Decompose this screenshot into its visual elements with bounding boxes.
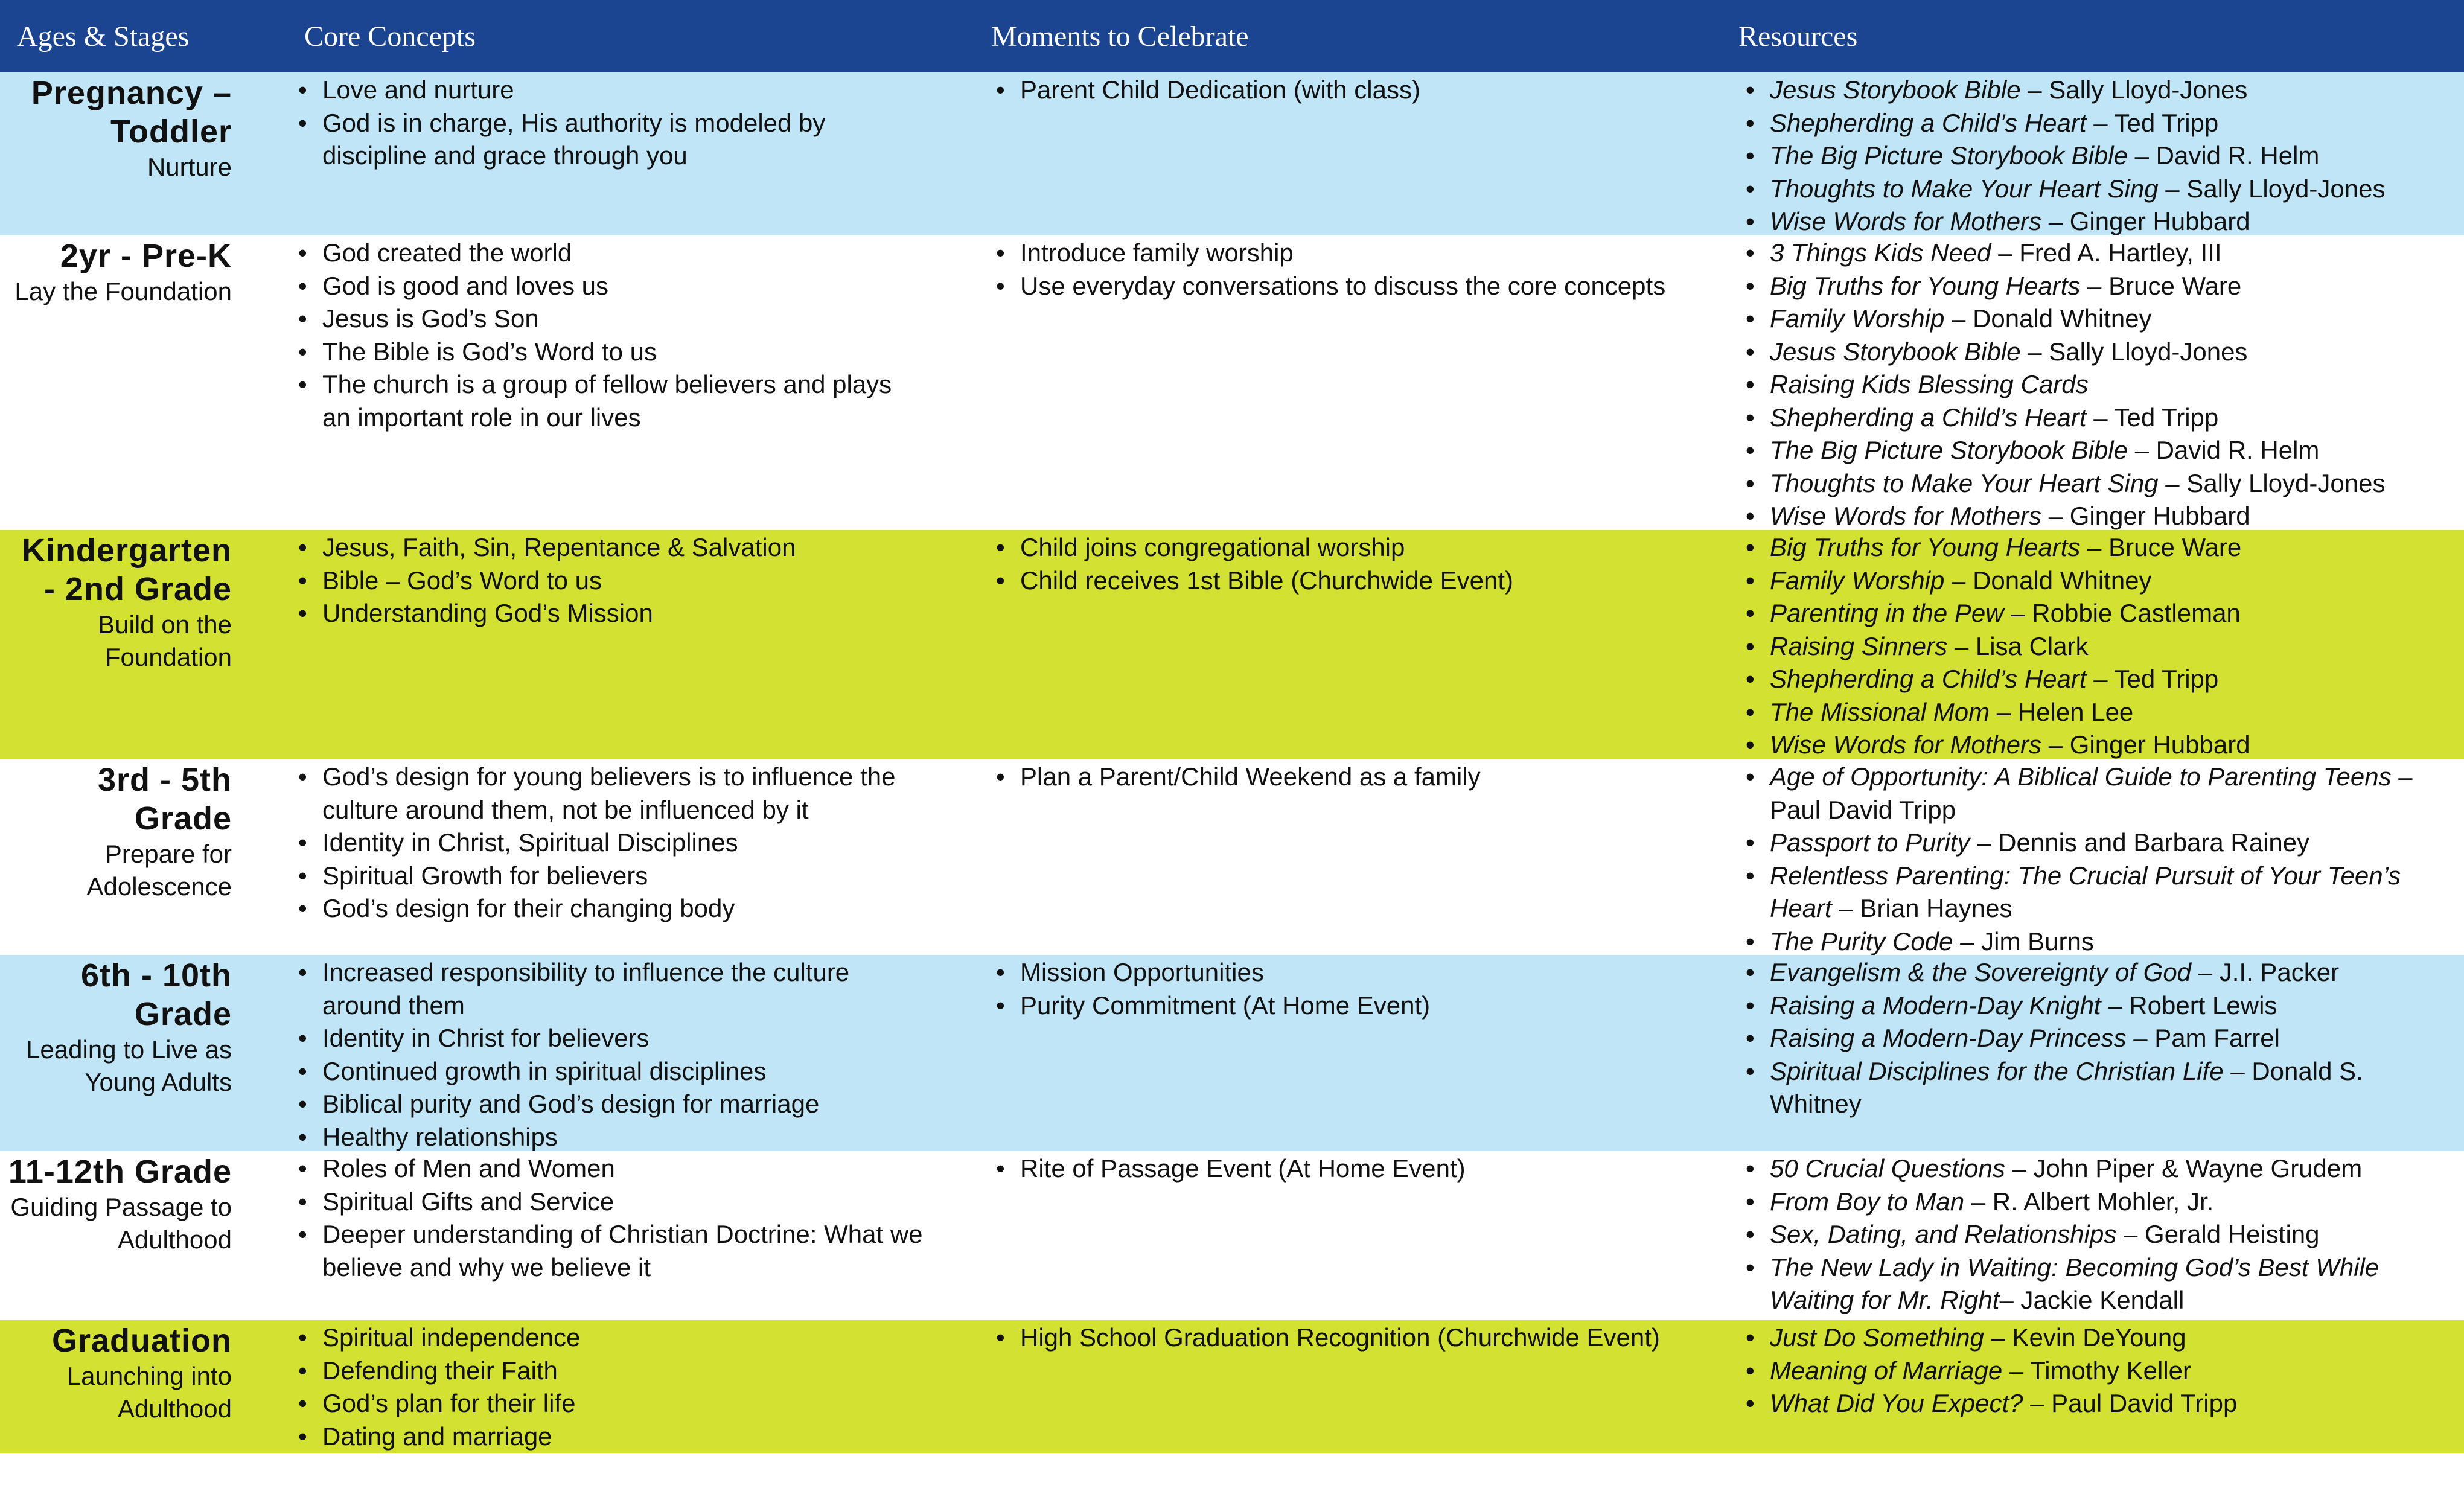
book-title: Family Worship xyxy=(1770,304,1945,333)
list-item: • God’s plan for their life xyxy=(298,1387,924,1420)
resource-item xyxy=(1746,761,2446,826)
moments-cell xyxy=(948,759,1726,955)
book-author: – Fred A. Hartley, III xyxy=(1991,238,2222,267)
concepts-list xyxy=(298,956,924,1151)
book-author: – Lisa Clark xyxy=(1947,631,2089,660)
header-concepts: Core Concepts xyxy=(245,0,948,72)
stage-subtitle: Lay the Foundation xyxy=(14,277,232,305)
book-title: Big Truths for Young Hearts xyxy=(1770,533,2081,561)
book-title: Thoughts to Make Your Heart Sing xyxy=(1770,468,2159,497)
resources-cell xyxy=(1726,955,2464,1151)
stage-subtitle: Build on the Foundation xyxy=(98,610,232,671)
resource-item xyxy=(1746,270,2446,303)
book-title: The Big Picture Storybook Bible xyxy=(1770,141,2128,170)
resources-cell xyxy=(1726,1320,2464,1453)
resources-list xyxy=(1746,74,2446,235)
book-author: – Ginger Hubbard xyxy=(2041,207,2250,235)
book-author: – Paul David Tripp xyxy=(1770,762,2413,824)
list-item: • Mission Opportunities xyxy=(996,956,1702,989)
concepts-cell xyxy=(245,955,948,1151)
list-item: • Child joins congregational worship xyxy=(996,531,1702,564)
resource-item xyxy=(1746,434,2446,467)
resource-item xyxy=(1746,729,2446,759)
resource-item xyxy=(1746,237,2446,270)
book-title: 3 Things Kids Need xyxy=(1770,238,1991,267)
resource-item xyxy=(1746,1055,2446,1121)
concepts-list xyxy=(298,761,924,925)
stage-subtitle: Launching into Adulthood xyxy=(66,1362,232,1423)
book-title: Raising Sinners xyxy=(1770,631,1948,660)
list-item: • Spiritual independence xyxy=(298,1321,924,1355)
book-title: Big Truths for Young Hearts xyxy=(1770,271,2081,300)
concepts-cell xyxy=(245,759,948,955)
book-author: – Dennis and Barbara Rainey xyxy=(1970,828,2310,857)
book-title: Thoughts to Make Your Heart Sing xyxy=(1770,174,2159,203)
header-resources: Resources xyxy=(1726,0,2464,72)
book-title: Sex, Dating, and Relationships xyxy=(1770,1220,2117,1248)
moments-list xyxy=(996,531,1702,597)
list-item: • Parent Child Dedication (with class) xyxy=(996,74,1702,107)
resources-cell xyxy=(1726,72,2464,235)
book-title: Just Do Something xyxy=(1770,1323,1984,1352)
book-title: Relentless Parenting: The Crucial Pursuit of Your Teen’s Heart xyxy=(1770,861,2401,922)
stage-name: 2yr - Pre-K xyxy=(60,238,232,274)
resource-item xyxy=(1746,173,2446,206)
moments-cell xyxy=(948,955,1726,1151)
book-title: What Did You Expect? xyxy=(1770,1389,2023,1417)
concepts-list xyxy=(298,531,924,630)
resource-item xyxy=(1746,107,2446,140)
book-title: The Missional Mom xyxy=(1770,697,1990,726)
resource-item xyxy=(1746,336,2446,369)
list-item: • Jesus, Faith, Sin, Repentance & Salvation xyxy=(298,531,924,564)
book-author: – Ginger Hubbard xyxy=(2041,730,2250,759)
resource-item xyxy=(1746,925,2446,956)
stage-name: Kindergarten - 2nd Grade xyxy=(21,532,232,607)
stage-name: 3rd - 5th Grade xyxy=(97,762,232,837)
resources-list xyxy=(1746,1152,2446,1317)
list-item: • The Bible is God’s Word to us xyxy=(298,336,924,369)
list-item: • Bible – God’s Word to us xyxy=(298,564,924,598)
resource-item xyxy=(1746,1218,2446,1251)
list-item: • Increased responsibility to influence the culture around them xyxy=(298,956,924,1022)
book-title: Family Worship xyxy=(1770,566,1945,595)
list-item: • Rite of Passage Event (At Home Event) xyxy=(996,1152,1702,1186)
resource-item xyxy=(1746,597,2446,630)
resource-item xyxy=(1746,860,2446,925)
book-author: – Donald Whitney xyxy=(1944,304,2152,333)
moments-cell xyxy=(948,530,1726,759)
list-item: • Dating and marriage xyxy=(298,1420,924,1454)
stage-name: Pregnancy – Toddler xyxy=(31,75,232,150)
book-author: – Paul David Tripp xyxy=(2023,1389,2238,1417)
stage-name: 6th - 10th Grade xyxy=(80,957,232,1032)
book-title: Wise Words for Mothers xyxy=(1770,730,2042,759)
list-item: • Use everyday conversations to discuss the core concepts xyxy=(996,270,1702,303)
resources-cell xyxy=(1726,530,2464,759)
resource-item xyxy=(1746,1022,2446,1055)
book-author: – Helen Lee xyxy=(1990,697,2134,726)
book-author: – Ginger Hubbard xyxy=(2041,502,2250,530)
resources-cell xyxy=(1726,235,2464,530)
stage-subtitle: Guiding Passage to Adulthood xyxy=(10,1193,232,1254)
list-item: • Roles of Men and Women xyxy=(298,1152,924,1186)
resource-item xyxy=(1746,696,2446,729)
book-title: Meaning of Marriage xyxy=(1770,1356,2003,1385)
resource-item xyxy=(1746,500,2446,530)
concepts-list xyxy=(298,237,924,434)
book-title: Shepherding a Child’s Heart xyxy=(1770,108,2087,137)
book-title: Passport to Purity xyxy=(1770,828,1970,857)
stage-name: 11-12th Grade xyxy=(8,1154,232,1190)
moments-cell xyxy=(948,235,1726,530)
stage-subtitle: Nurture xyxy=(147,153,232,181)
list-item: • God created the world xyxy=(298,237,924,270)
list-item: • Identity in Christ, Spiritual Disciplines xyxy=(298,826,924,860)
resource-item xyxy=(1746,1186,2446,1219)
book-author: – Kevin DeYoung xyxy=(1984,1323,2186,1352)
book-author: – Bruce Ware xyxy=(2080,271,2242,300)
moments-cell xyxy=(948,1151,1726,1320)
resource-item xyxy=(1746,1152,2446,1186)
book-title: Jesus Storybook Bible xyxy=(1770,75,2021,104)
moments-cell xyxy=(948,1320,1726,1453)
book-title: From Boy to Man xyxy=(1770,1187,1965,1216)
book-author: – Donald Whitney xyxy=(1944,566,2152,595)
book-author: – Bruce Ware xyxy=(2080,533,2242,561)
resource-item xyxy=(1746,1321,2446,1355)
list-item: • High School Graduation Recognition (Churchwide Event) xyxy=(996,1321,1702,1355)
book-title: Spiritual Disciplines for the Christian Life xyxy=(1770,1056,2224,1085)
book-title: Parenting in the Pew xyxy=(1770,599,2004,627)
resources-list xyxy=(1746,237,2446,530)
stage-cell xyxy=(0,955,245,1151)
resource-item xyxy=(1746,1355,2446,1388)
book-title: Jesus Storybook Bible xyxy=(1770,337,2021,366)
resource-item xyxy=(1746,531,2446,564)
book-author: – Robbie Castleman xyxy=(2003,599,2241,627)
book-author: – Timothy Keller xyxy=(2002,1356,2191,1385)
resources-list xyxy=(1746,956,2446,1121)
moments-cell xyxy=(948,72,1726,235)
resource-item xyxy=(1746,368,2446,401)
moments-list xyxy=(996,1321,1702,1355)
book-title: 50 Crucial Questions xyxy=(1770,1154,2005,1183)
resources-list xyxy=(1746,531,2446,759)
book-author: – Sally Lloyd-Jones xyxy=(2158,468,2386,497)
resource-item xyxy=(1746,467,2446,500)
stage-cell xyxy=(0,1151,245,1320)
resource-item xyxy=(1746,205,2446,235)
header-ages: Ages & Stages xyxy=(0,0,245,72)
list-item: • The church is a group of fellow believers and plays an important role in our lives xyxy=(298,368,924,434)
stage-name: Graduation xyxy=(51,1323,232,1359)
resources-list xyxy=(1746,761,2446,955)
list-item: • Introduce family worship xyxy=(996,237,1702,270)
moments-list xyxy=(996,1152,1702,1186)
list-item: • Love and nurture xyxy=(298,74,924,107)
list-item: • Biblical purity and God’s design for marriage xyxy=(298,1088,924,1121)
book-author: – Ted Tripp xyxy=(2086,403,2219,432)
moments-list xyxy=(996,956,1702,1022)
header-moments: Moments to Celebrate xyxy=(948,0,1726,72)
list-item: • Deeper understanding of Christian Doctrine: What we believe and why we believe it xyxy=(298,1218,924,1284)
book-title: The New Lady in Waiting: Becoming God’s Best While Waiting for Mr. Right xyxy=(1770,1253,2379,1314)
resource-item xyxy=(1746,1251,2446,1317)
resource-item xyxy=(1746,401,2446,435)
resource-item xyxy=(1746,302,2446,336)
book-author: – Brian Haynes xyxy=(1831,894,2012,922)
stage-cell xyxy=(0,530,245,759)
stage-subtitle: Leading to Live as Young Adults xyxy=(26,1035,232,1096)
moments-list xyxy=(996,761,1702,794)
stage-cell xyxy=(0,759,245,955)
book-author: – Sally Lloyd-Jones xyxy=(2158,174,2386,203)
list-item: • Healthy relationships xyxy=(298,1121,924,1152)
book-author: – Pam Farrel xyxy=(2126,1024,2280,1052)
list-item: • Continued growth in spiritual disciplines xyxy=(298,1055,924,1088)
book-title: The Big Picture Storybook Bible xyxy=(1770,436,2128,464)
list-item: • Spiritual Gifts and Service xyxy=(298,1186,924,1219)
book-author: – David R. Helm xyxy=(2127,436,2320,464)
list-item: • God’s design for their changing body xyxy=(298,892,924,925)
book-title: Shepherding a Child’s Heart xyxy=(1770,665,2087,693)
list-item: • Purity Commitment (At Home Event) xyxy=(996,989,1702,1023)
book-author: – Jackie Kendall xyxy=(1999,1286,2185,1314)
book-title: Wise Words for Mothers xyxy=(1770,502,2042,530)
list-item: • God is good and loves us xyxy=(298,270,924,303)
book-author: – Sally Lloyd-Jones xyxy=(2020,337,2248,366)
resource-item xyxy=(1746,826,2446,860)
resource-item xyxy=(1746,989,2446,1023)
book-title: Age of Opportunity: A Biblical Guide to Parenting Teens xyxy=(1770,762,2392,791)
resource-item xyxy=(1746,956,2446,989)
concepts-cell xyxy=(245,72,948,235)
moments-list xyxy=(996,237,1702,302)
book-author: – Ted Tripp xyxy=(2086,665,2219,693)
book-author: – Ted Tripp xyxy=(2086,108,2219,137)
book-title: Evangelism & the Sovereignty of God xyxy=(1770,958,2192,986)
book-title: The Purity Code xyxy=(1770,927,1953,955)
book-title: Raising a Modern-Day Princess xyxy=(1770,1024,2127,1052)
book-author: – Robert Lewis xyxy=(2101,991,2277,1020)
list-item: • God’s design for young believers is to influence the culture around them, not be influenced by it xyxy=(298,761,924,826)
stage-subtitle: Prepare for Adolescence xyxy=(86,840,232,901)
moments-list xyxy=(996,74,1702,107)
stage-cell xyxy=(0,235,245,530)
resource-item xyxy=(1746,630,2446,663)
concepts-cell xyxy=(245,1320,948,1453)
concepts-list xyxy=(298,1152,924,1284)
book-author: – J.I. Packer xyxy=(2191,958,2340,986)
book-title: Shepherding a Child’s Heart xyxy=(1770,403,2087,432)
book-author: – David R. Helm xyxy=(2127,141,2320,170)
list-item: • Defending their Faith xyxy=(298,1355,924,1388)
book-author: – Sally Lloyd-Jones xyxy=(2020,75,2248,104)
list-item: • Understanding God’s Mission xyxy=(298,597,924,630)
list-item: • Identity in Christ for believers xyxy=(298,1022,924,1055)
stage-cell xyxy=(0,1320,245,1453)
resource-item xyxy=(1746,663,2446,696)
list-item: • Child receives 1st Bible (Churchwide Event) xyxy=(996,564,1702,598)
concepts-cell xyxy=(245,235,948,530)
resources-cell xyxy=(1726,1151,2464,1320)
book-author: – Donald S. Whitney xyxy=(1770,1056,2363,1118)
concepts-cell xyxy=(245,1151,948,1320)
book-author: – R. Albert Mohler, Jr. xyxy=(1964,1187,2214,1216)
resource-item xyxy=(1746,74,2446,107)
resources-list xyxy=(1746,1321,2446,1420)
list-item: • God is in charge, His authority is modeled by discipline and grace through you xyxy=(298,107,924,173)
book-title: Raising Kids Blessing Cards xyxy=(1770,370,2089,398)
resources-cell xyxy=(1726,759,2464,955)
book-title: Raising a Modern-Day Knight xyxy=(1770,991,2101,1020)
book-author: – Gerald Heisting xyxy=(2116,1220,2320,1248)
list-item: • Jesus is God’s Son xyxy=(298,302,924,336)
concepts-cell xyxy=(245,530,948,759)
resource-item xyxy=(1746,1387,2446,1420)
book-author: – John Piper & Wayne Grudem xyxy=(2005,1154,2363,1183)
list-item: • Plan a Parent/Child Weekend as a family xyxy=(996,761,1702,794)
book-author: – Jim Burns xyxy=(1953,927,2094,955)
stage-cell xyxy=(0,72,245,235)
resource-item xyxy=(1746,139,2446,173)
list-item: • Spiritual Growth for believers xyxy=(298,860,924,893)
resource-item xyxy=(1746,564,2446,598)
concepts-list xyxy=(298,74,924,173)
book-title: Wise Words for Mothers xyxy=(1770,207,2042,235)
concepts-list xyxy=(298,1321,924,1453)
